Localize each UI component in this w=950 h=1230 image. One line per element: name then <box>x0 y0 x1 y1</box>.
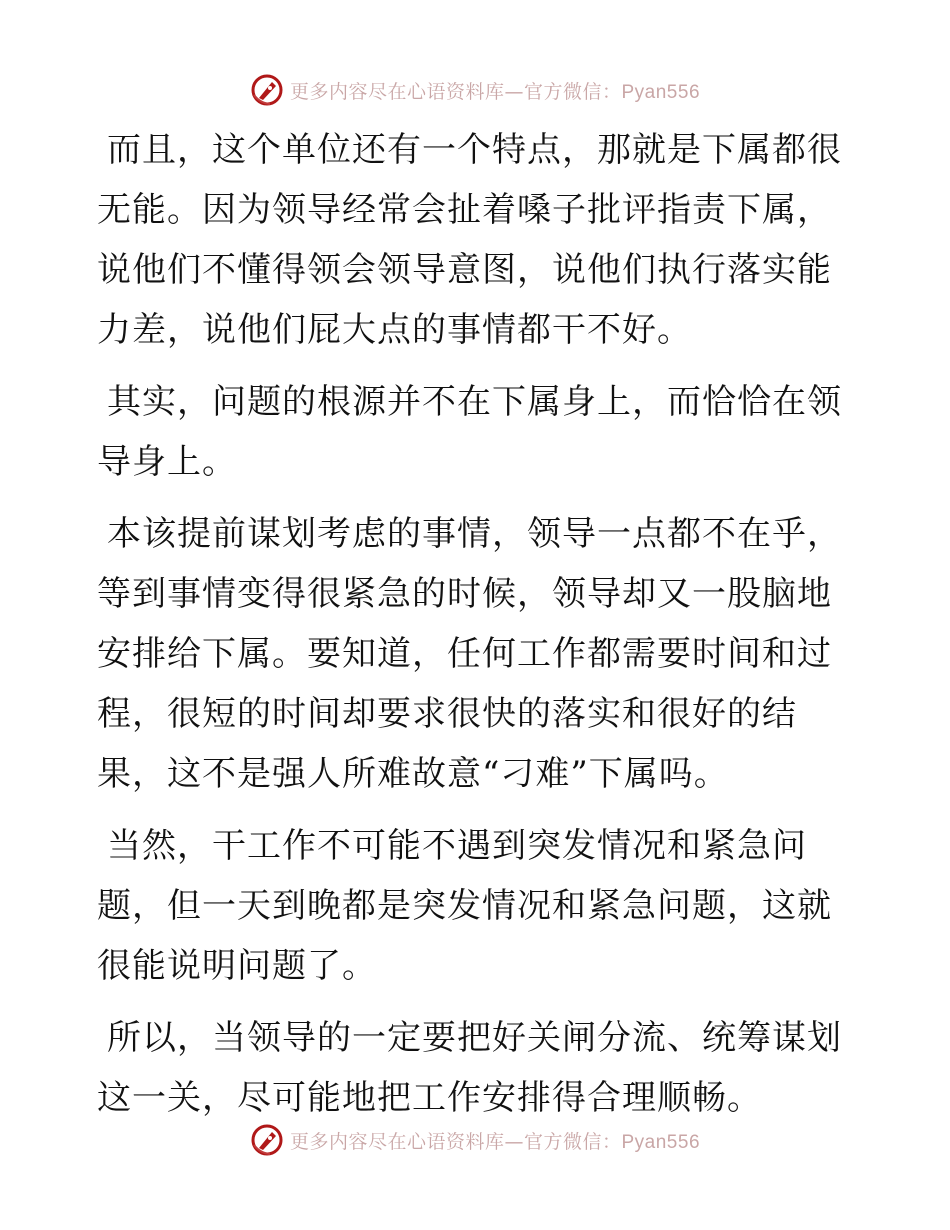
pen-nib-logo-icon <box>250 1123 284 1157</box>
watermark-wechat-id: Pyan556 <box>621 81 701 103</box>
watermark-text-cn: 更多内容尽在心语资料库—官方微信： <box>289 80 622 103</box>
paragraph-5: 所以，当领导的一定要把好关闸分流、统筹谋划这一关，尽可能地把工作安排得合理顺畅。 <box>97 1018 842 1118</box>
document-body <box>97 120 857 1140</box>
watermark-wechat-id: Pyan556 <box>621 1131 701 1153</box>
watermark-text <box>290 77 700 104</box>
paragraph-3: 本该提前谋划考虑的事情，领导一点都不在乎，等到事情变得很紧急的时候，领导却又一股脑地安排给下属。要知道，任何工作都需要时间和过程，很短的时间却要求很快的落实和很好的结果，这不是强人所难故意“刁难”下属吗。 <box>97 514 842 794</box>
watermark-text-cn: 更多内容尽在心语资料库—官方微信： <box>289 1130 622 1153</box>
footer-watermark <box>0 1120 950 1160</box>
paragraph-4: 当然，干工作不可能不遇到突发情况和紧急问题，但一天到晚都是突发情况和紧急问题，这就很能说明问题了。 <box>97 826 832 986</box>
paragraph-1: 而且，这个单位还有一个特点，那就是下属都很无能。因为领导经常会扯着嗓子批评指责下属，说他们不懂得领会领导意图，说他们执行落实能力差，说他们屁大点的事情都干不好。 <box>97 130 842 350</box>
pen-nib-logo-icon <box>250 73 284 107</box>
paragraph-2: 其实，问题的根源并不在下属身上，而恰恰在领导身上。 <box>97 382 842 482</box>
watermark-text <box>290 1127 700 1154</box>
header-watermark <box>0 70 950 110</box>
